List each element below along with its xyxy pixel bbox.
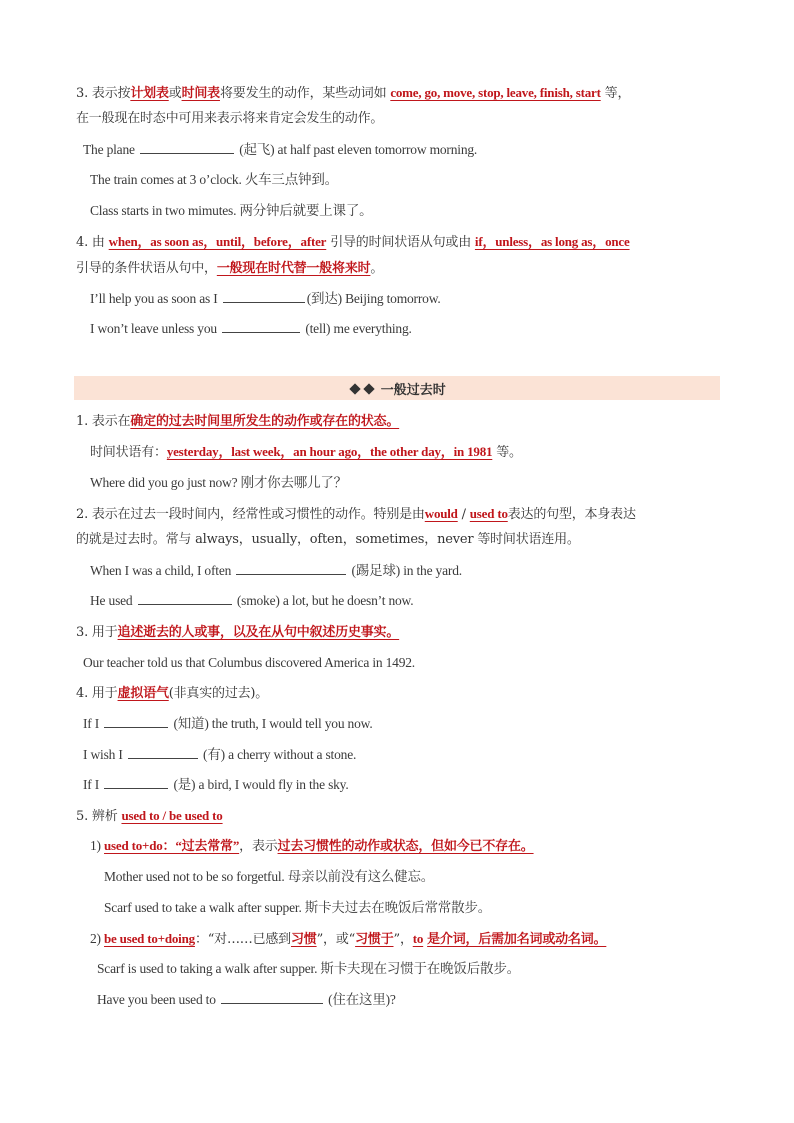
past-rule-1: 1. 表示在确定的过去时间里所发生的动作或存在的状态。: [76, 412, 403, 431]
sub-rule-1: 1) used to+do：“过去常常”，表示过去习惯性的动作或状态，但如今已不存在。: [90, 837, 538, 856]
highlight-condition-conjunctions: if，unless，as long as，once: [474, 234, 630, 249]
section-banner: [74, 376, 720, 400]
rule-3-line2: 在一般现在时态中可用来表示将来肯定会发生的动作。: [76, 111, 384, 126]
example-scarf-now: Scarf is used to taking a walk after supper. 斯卡夫现在习惯于在晚饭后散步。: [97, 961, 520, 976]
example-columbus: Our teacher told us that Columbus discovered America in 1492.: [83, 655, 415, 670]
highlight-preposition-note: 是介词，后需加名词或动名词。: [427, 931, 607, 946]
highlight-history: 追述逝去的人或事，以及在从句中叙述历史事实。: [117, 624, 400, 639]
highlight-used-to-comparison: used to / be used to: [121, 808, 223, 823]
past-time-adverbials: 时间状语有：yesterday，last week，an hour ago，the other day，in 1981 等。: [90, 444, 522, 460]
sub-rule-2: 2) be used to+doing：“对……已感到习惯”，或“习惯于”，to 是介词，后需加名词或动名词。: [90, 930, 610, 949]
rule-text: 等，: [600, 86, 631, 101]
diamond-icon: [350, 383, 361, 394]
answer-blank[interactable]: [223, 290, 305, 303]
answer-blank[interactable]: [104, 715, 168, 728]
example-smoke: He used (smoke) a lot, but he doesn’t now.: [90, 593, 414, 608]
example-class: Class starts in two mimutes. 两分钟后就要上课了。: [90, 203, 373, 218]
example-know: If I (知道) the truth, I would tell you now.: [83, 716, 373, 731]
rule-4-line1: 4. 由 when，as soon as，until，before，after 引导的时间状语从句或由 if，unless，as long as，once: [76, 234, 630, 250]
example-train: The train comes at 3 o’clock. 火车三点钟到。: [90, 172, 338, 187]
answer-blank[interactable]: [221, 991, 323, 1004]
diamond-icon: [364, 383, 375, 394]
highlight-time-conjunctions: when，as soon as，until，before，after: [108, 234, 327, 249]
past-rule-2-line1: 2. 表示在过去一段时间内，经常性或习惯性的动作。特别是由would / used to表达的句型，本身表达: [76, 506, 636, 522]
answer-blank[interactable]: [236, 562, 346, 575]
example-leave: I won’t leave unless you (tell) me everything.: [90, 321, 412, 336]
past-rule-2-line2: 的就是过去时。常与 always，usually，often，sometimes，never 等时间状语连用。: [76, 532, 580, 547]
answer-blank[interactable]: [104, 776, 168, 789]
example-child: When I was a child, I often (踢足球) in the yard.: [90, 563, 462, 578]
answer-blank[interactable]: [222, 320, 300, 333]
highlight-accustomed: 习惯于: [355, 931, 394, 946]
highlight-to: to: [412, 931, 424, 946]
highlight-schedule: 时间表: [181, 85, 220, 100]
past-rule-5: 5. 辨析 used to / be used to: [76, 808, 223, 824]
highlight-used-to-do: used to+do：“过去常常”: [104, 838, 240, 853]
highlight-would: would: [424, 506, 458, 521]
example-bird: If I (是) a bird, I would fly in the sky.: [83, 777, 349, 792]
past-rule-4: 4. 用于虚拟语气(非真实的过去)。: [76, 685, 269, 701]
highlight-used-to: used to: [469, 506, 508, 521]
highlight-past-habit: 过去习惯性的动作或状态，但如今已不存在。: [277, 838, 534, 853]
highlight-adverbials: yesterday，last week，an hour ago，the other day，in 1981: [166, 444, 493, 459]
rule-3-line1: [76, 84, 630, 103]
section-title: 一般过去时: [74, 379, 720, 398]
highlight-definite-past: 确定的过去时间里所发生的动作或存在的状态。: [130, 413, 400, 428]
highlight-habit: 习惯: [290, 931, 317, 946]
highlight-verbs: come, go, move, stop, leave, finish, start: [390, 85, 601, 100]
example-where: Where did you go just now? 刚才你去哪儿了？: [90, 475, 347, 490]
rule-text: 或: [168, 86, 182, 101]
highlight-be-used-to-doing: be used to+doing: [104, 931, 195, 946]
example-living-here: Have you been used to (住在这里)?: [97, 992, 396, 1007]
highlight-timetable: 计划表: [130, 85, 169, 100]
rule-text: 3. 表示按: [76, 86, 131, 101]
past-rule-3: 3. 用于追述逝去的人或事，以及在从句中叙述历史事实。: [76, 623, 403, 642]
highlight-subjunctive: 虚拟语气: [117, 685, 169, 700]
answer-blank[interactable]: [140, 141, 234, 154]
example-wish: I wish I (有) a cherry without a stone.: [83, 747, 357, 762]
example-mother: Mother used not to be so forgetful. 母亲以前没有这么健忘。: [104, 869, 435, 884]
example-help: I’ll help you as soon as I (到达) Beijing tomorrow.: [90, 291, 441, 306]
answer-blank[interactable]: [138, 592, 232, 605]
highlight-rule: 一般现在时代替一般将来时: [216, 260, 371, 275]
answer-blank[interactable]: [128, 746, 198, 759]
rule-text: 将要发生的动作，某些动词如: [219, 86, 387, 101]
example-plane: The plane (起飞) at half past eleven tomorrow morning.: [83, 142, 478, 157]
rule-4-line2: 引导的条件状语从句中，一般现在时代替一般将来时。: [76, 260, 384, 276]
example-scarf-past: Scarf used to take a walk after supper. 斯卡夫过去在晚饭后常常散步。: [104, 900, 491, 915]
